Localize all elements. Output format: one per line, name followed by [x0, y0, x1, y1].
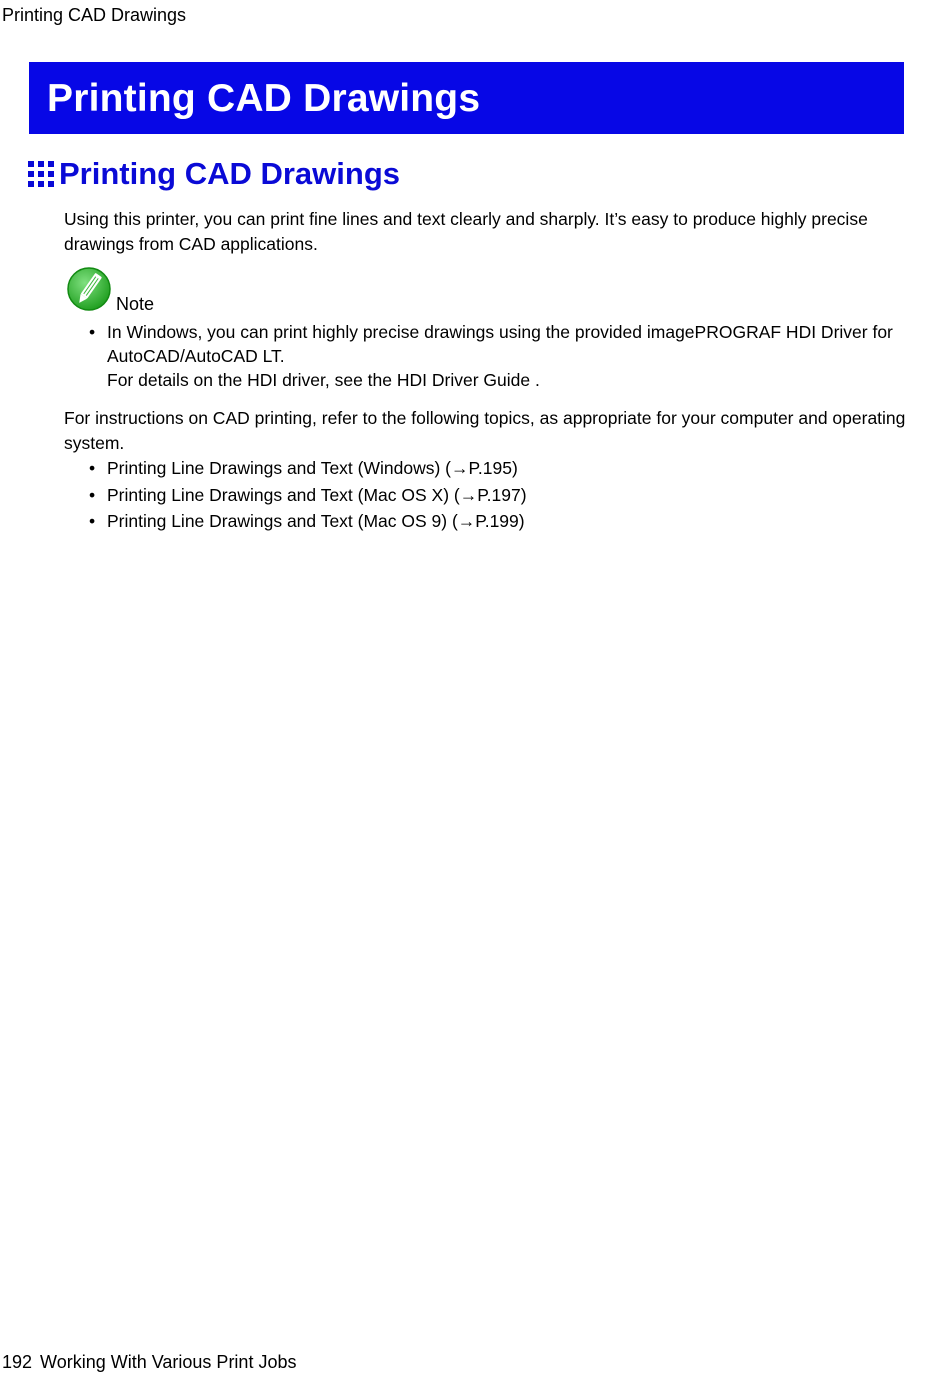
page-number: 192 — [2, 1352, 33, 1372]
grid-icon — [28, 161, 54, 187]
topic-list — [64, 456, 909, 536]
note-item-text: In Windows, you can print highly precise drawings using the provided imagePROGRAF HDI Driver for AutoCAD/AutoCAD LT. — [107, 322, 893, 366]
running-header: Printing CAD Drawings — [2, 5, 187, 25]
note-label: Note — [116, 294, 155, 314]
bullet: • — [89, 484, 96, 505]
note-list — [64, 320, 909, 392]
topic-item — [64, 483, 909, 507]
chapter-name: Working With Various Print Jobs — [40, 1352, 297, 1372]
bullet: • — [89, 511, 96, 531]
banner-title: Printing CAD Drawings — [47, 77, 481, 120]
section-heading — [28, 155, 400, 193]
topics-intro: For instructions on CAD printing, refer to the following topics, as appropriate for your computer and operating system. — [64, 408, 906, 453]
topic-item — [64, 509, 909, 533]
note-item — [64, 320, 909, 392]
topic-item — [64, 456, 909, 480]
chapter-banner — [29, 62, 904, 134]
topic-link[interactable]: Printing Line Drawings and Text (Mac OS X) (→P.197) — [107, 484, 527, 505]
section-title: Printing CAD Drawings — [59, 156, 401, 191]
bullet: • — [89, 458, 96, 478]
page-footer — [2, 1351, 296, 1373]
pencil-note-icon — [66, 266, 112, 312]
intro-paragraph: Using this printer, you can print fine lines and text clearly and sharply. It’s easy to produce highly precise drawings from CAD applications. — [64, 209, 868, 254]
topic-link[interactable]: Printing Line Drawings and Text (Mac OS 9) (→P.199) — [107, 511, 525, 531]
topic-link[interactable]: Printing Line Drawings and Text (Windows) (→P.195) — [107, 458, 518, 478]
note-item-detail: For details on the HDI driver, see the HDI Driver Guide . — [107, 370, 540, 390]
bullet: • — [89, 322, 96, 342]
